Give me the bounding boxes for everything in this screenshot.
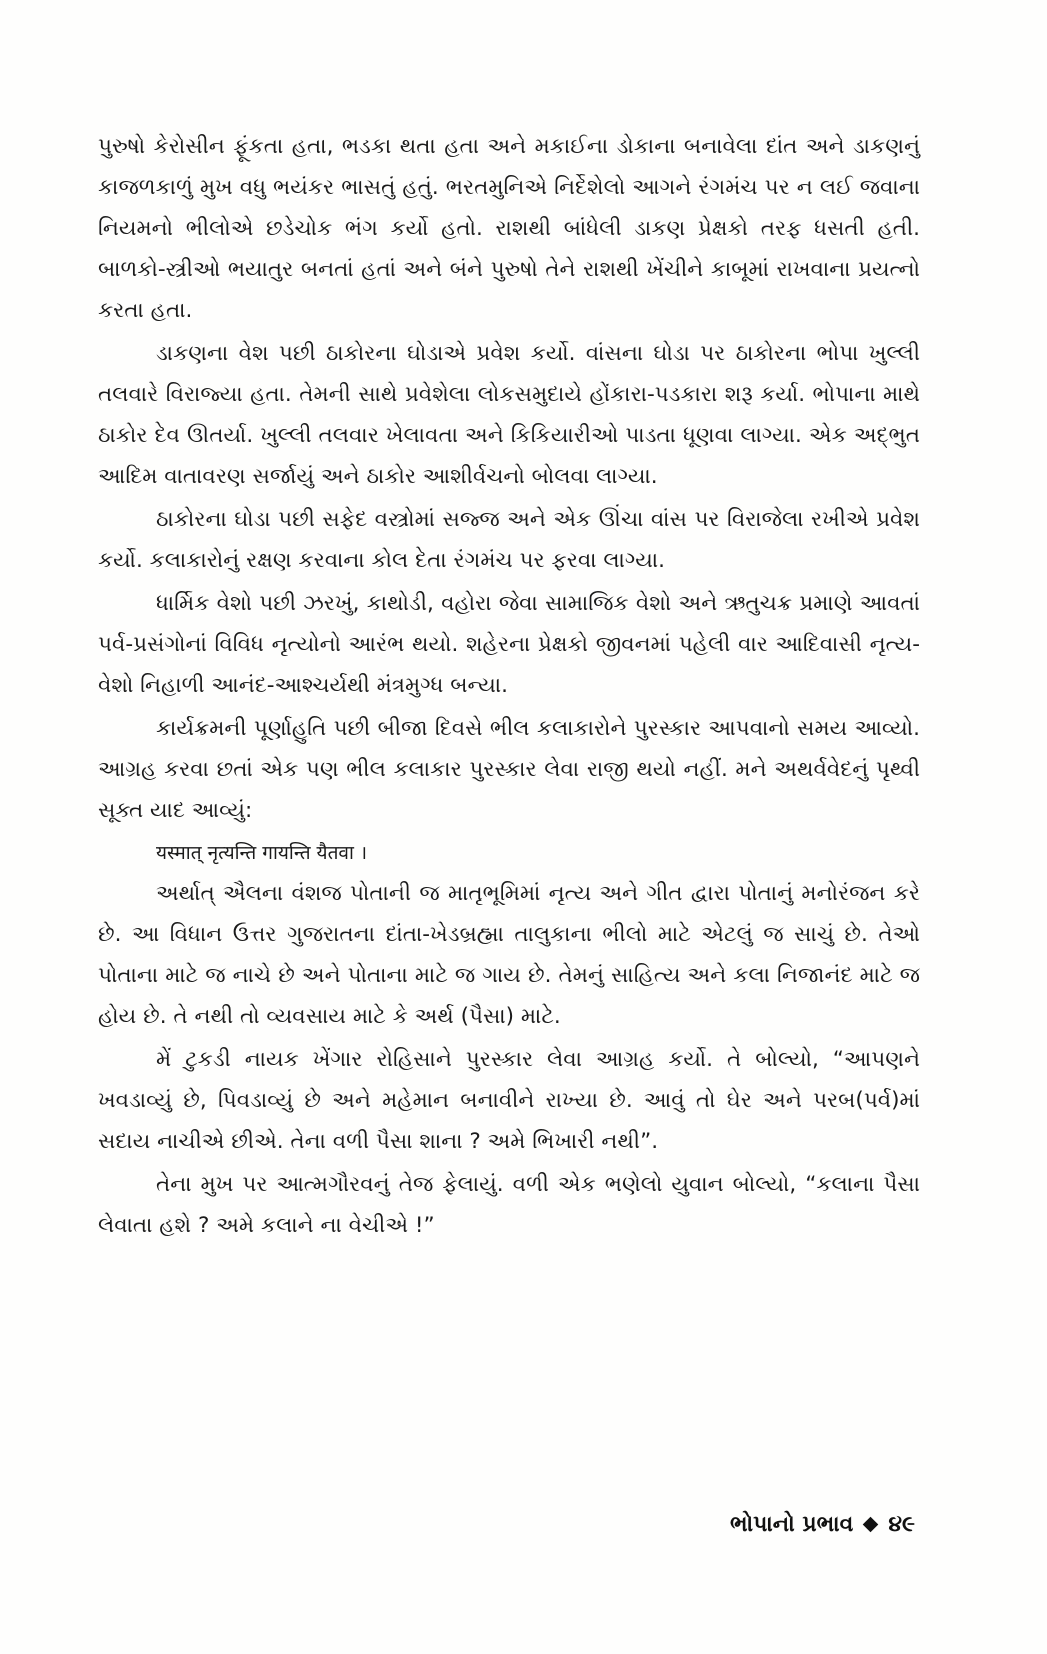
sanskrit-verse: यस्मात् नृत्यन्ति गायन्ति यैतवा । xyxy=(156,842,368,864)
paragraph-8: તેના મુખ પર આત્મગૌરવનું તેજ ફેલાયું. વળી એક ભણેલો યુવાન બોલ્યો, “કલાના પૈસા લેવાતા હશે ? અમે કલાને ના વેચીએ !” xyxy=(98,1172,920,1238)
paragraph-5: કાર્યક્રમની પૂર્ણાહુતિ પછી બીજા દિવસે ભીલ કલાકારોને પુરસ્કાર આપવાનો સમય આવ્યો. આગ્રહ કરવા છતાં એક પણ ભીલ કલાકાર પુરસ્કાર લેવા રાજી થયો નહીં. મને અથર્વવેદનું પૃથ્વી સૂક્ત યાદ આવ્યું: xyxy=(98,716,920,823)
running-footer xyxy=(730,1512,915,1537)
page-number: ૪૯ xyxy=(888,1512,915,1537)
diamond-icon xyxy=(863,1517,879,1533)
paragraph-2: ડાકણના વેશ પછી ઠાકોરના ઘોડાએ પ્રવેશ કર્યો. વાંસના ઘોડા પર ઠાકોરના ભોપા ખુલ્લી તલવારે વિરાજ્યા હતા. તેમની સાથે પ્રવેશેલા લોકસમુદાયે હોંકારા-પડકારા શરૂ કર્યા. ભોપાના માથે ઠાકોર દેવ ઊતર્યા. ખુલ્લી તલવાર ખેલાવતા અને કિકિયારીઓ પાડતા ધૂણવા લાગ્યા. એક અદ્ભુત આદિમ વાતાવરણ સર્જાયું અને ઠાકોર આશીર્વચનો બોલવા લાગ્યા. xyxy=(98,341,920,489)
body-text xyxy=(98,126,920,1248)
paragraph-1: પુરુષો કેરોસીન ફૂંકતા હતા, ભડકા થતા હતા અને મકાઈના ડોકાના બનાવેલા દાંત અને ડાકણનું કાજળકાળું મુખ વધુ ભયંકર ભાસતું હતું. ભરતમુનિએ નિર્દેશેલો આગને રંગમંચ પર ન લઈ જવાના નિયમનો ભીલોએ છડેચોક ભંગ કર્યો હતો. રાશથી બાંધેલી ડાકણ પ્રેક્ષકો તરફ ધસતી હતી. બાળકો-સ્ત્રીઓ ભયાતુર બનતાં હતાં અને બંને પુરુષો તેને રાશથી ખેંચીને કાબૂમાં રાખવાના પ્રયત્નો કરતા હતા. xyxy=(98,134,920,323)
paragraph-4: ધાર્મિક વેશો પછી ઝરખું, કાથોડી, વહોરા જેવા સામાજિક વેશો અને ઋતુચક્ર પ્રમાણે આવતાં પર્વ-પ્રસંગોનાં વિવિધ નૃત્યોનો આરંભ થયો. શહેરના પ્રેક્ષકો જીવનમાં પહેલી વાર આદિવાસી નૃત્ય-વેશો નિહાળી આનંદ-આશ્ચર્યથી મંત્રમુગ્ધ બન્યા. xyxy=(98,591,920,698)
paragraph-6: અર્થાત્ ઐલના વંશજ પોતાની જ માતૃભૂમિમાં નૃત્ય અને ગીત દ્વારા પોતાનું મનોરંજન કરે છે. આ વિધાન ઉત્તર ગુજરાતના દાંતા-ખેડબ્રહ્મા તાલુકાના ભીલો માટે એટલું જ સાચું છે. તેઓ પોતાના માટે જ નાચે છે અને પોતાના માટે જ ગાય છે. તેમનું સાહિત્ય અને કલા નિજાનંદ માટે જ હોય છે. તે નથી તો વ્યવસાય માટે કે અર્થ (પૈસા) માટે. xyxy=(98,881,920,1029)
paragraph-7: મેં ટુકડી નાયક ખેંગાર રોહિસાને પુરસ્કાર લેવા આગ્રહ કર્યો. તે બોલ્યો, “આપણને ખવડાવ્યું છે, પિવડાવ્યું છે અને મહેમાન બનાવીને રાખ્યા છે. આવું તો ઘેર અને પરબ(પર્વ)માં સદાય નાચીએ છીએ. તેના વળી પૈસા શાના ? અમે ભિખારી નથી”. xyxy=(98,1047,920,1154)
chapter-title: ભોપાનો પ્રભાવ xyxy=(730,1512,854,1537)
paragraph-3: ઠાકોરના ઘોડા પછી સફેદ વસ્ત્રોમાં સજ્જ અને એક ઊંચા વાંસ પર વિરાજેલા રખીએ પ્રવેશ કર્યો. કલાકારોનું રક્ષણ કરવાના કોલ દેતા રંગમંચ પર ફરવા લાગ્યા. xyxy=(98,507,920,573)
